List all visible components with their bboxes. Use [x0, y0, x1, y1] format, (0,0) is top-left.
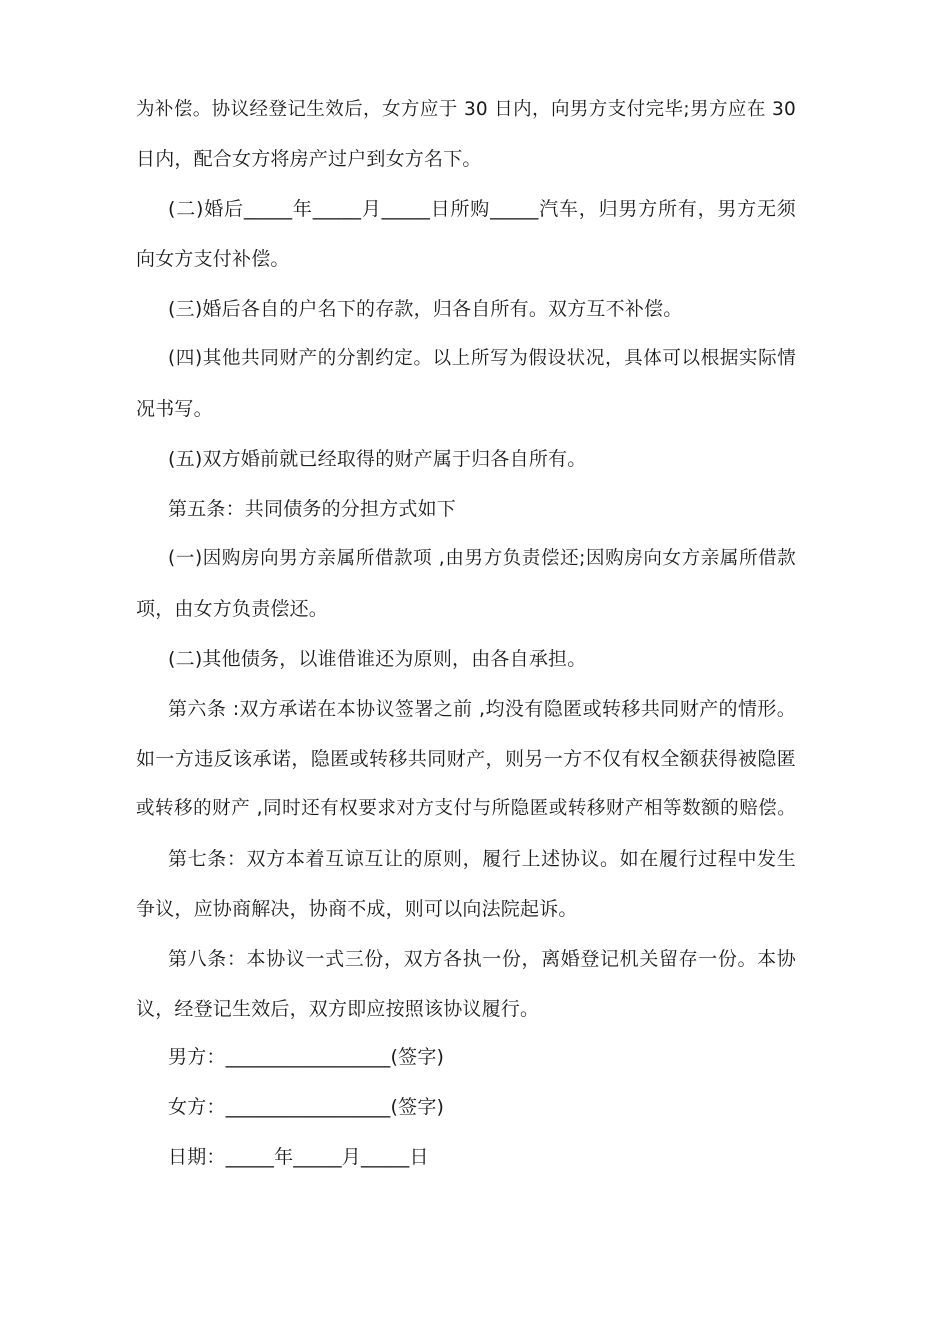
text-line: 如一方违反该承诺，隐匿或转移共同财产，则另一方不仅有权全额获得被隐匿: [136, 748, 796, 770]
female-signature-line: 女方：_________________(签字): [168, 1096, 445, 1118]
text-line: (二)婚后_____年_____月_____日所购_____汽车，归男方所有，男方无须: [168, 198, 796, 220]
text-line: 为补偿。协议经登记生效后，女方应于 30 日内，向男方支付完毕;男方应在 30: [136, 99, 796, 120]
text-line: 第七条：双方本着互谅互让的原则，履行上述协议。如在履行过程中发生: [168, 848, 796, 870]
text-line: 第六条 :双方承诺在本协议签署之前 ,均没有隐匿或转移共同财产的情形。: [168, 698, 796, 720]
text-line: (三)婚后各自的户名下的存款，归各自所有。双方互不补偿。: [168, 298, 683, 320]
section-heading: 第五条：共同债务的分担方式如下: [168, 498, 457, 520]
text-line: (五)双方婚前就已经取得的财产属于归各自所有。: [168, 448, 587, 470]
text-line: (四)其他共同财产的分割约定。以上所写为假设状况，具体可以根据实际情: [168, 348, 796, 369]
text-line: 争议，应协商解决，协商不成，则可以向法院起诉。: [136, 898, 578, 920]
text-line: (一)因购房向男方亲属所借款项 ,由男方负责偿还;因购房向女方亲属所借款: [168, 548, 796, 569]
text-line: 况书写。: [136, 398, 213, 420]
text-line: 或转移的财产 ,同时还有权要求对方支付与所隐匿或转移财产相等数额的赔偿。: [136, 798, 796, 819]
text-line: 议，经登记生效后，双方即应按照该协议履行。: [136, 998, 540, 1020]
text-line: (二)其他债务，以谁借谁还为原则，由各自承担。: [168, 648, 587, 670]
text-line: 第八条：本协议一式三份，双方各执一份，离婚登记机关留存一份。本协: [168, 948, 796, 970]
text-line: 向女方支付补偿。: [136, 248, 290, 270]
text-line: 项，由女方负责偿还。: [136, 598, 329, 620]
text-line: 日内，配合女方将房产过户到女方名下。: [136, 148, 482, 170]
male-signature-line: 男方：_________________(签字): [168, 1046, 445, 1068]
date-line: 日期：_____年_____月_____日: [168, 1146, 429, 1168]
